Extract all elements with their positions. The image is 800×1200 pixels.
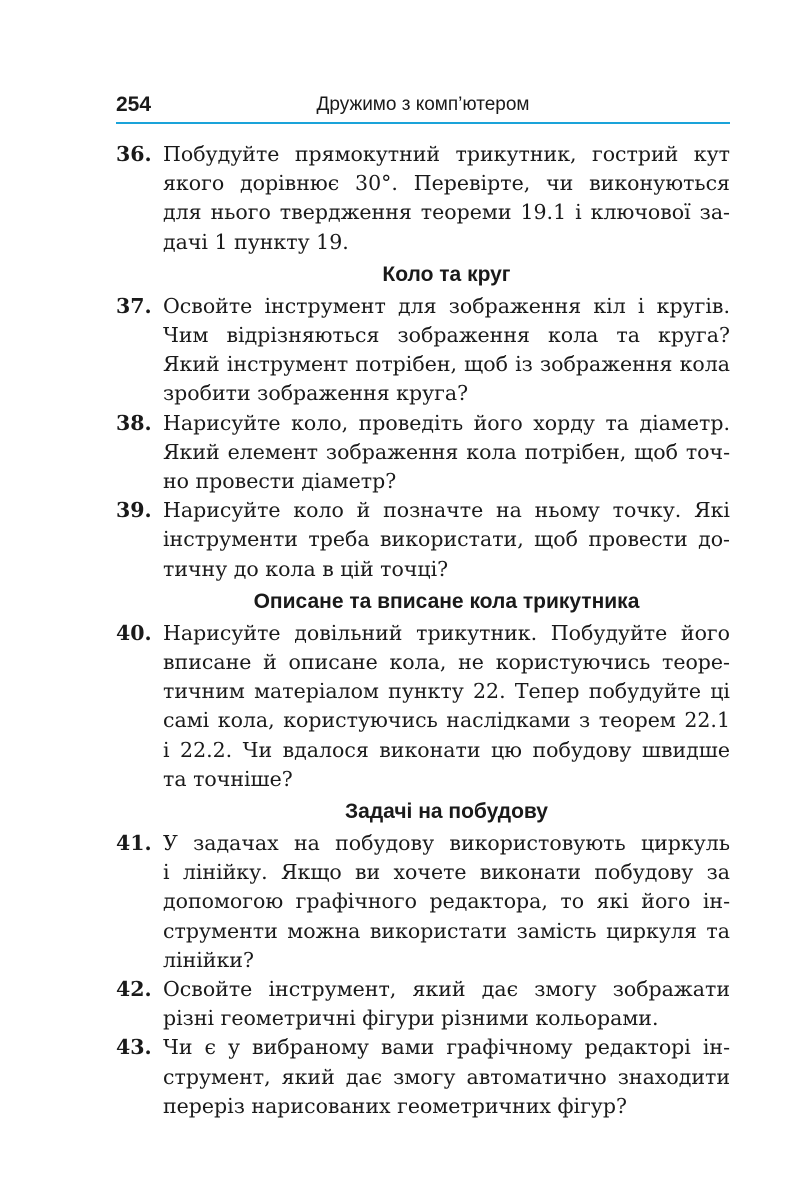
text-line: струмент, який дає змогу автоматично знаходити — [163, 1064, 730, 1089]
exercise-item — [116, 975, 730, 1033]
exercise-text — [163, 409, 730, 497]
text-line: тичним матеріалом пункту 22. Тепер побудуйте ці — [163, 679, 730, 704]
text-line: різні геометричні фігури різними кольорами. — [163, 1006, 659, 1031]
text-line: Нарисуйте коло, проведіть його хорду та діаметр. — [163, 410, 730, 435]
section-heading: Описане та вписане кола трикутника — [253, 589, 640, 613]
exercise-text — [163, 829, 730, 975]
exercise-item — [116, 1033, 730, 1121]
text-line: Нарисуйте коло й позначте на ньому точку. Які — [163, 498, 730, 523]
text-line: Який елемент зображення кола потрібен, щоб точ- — [163, 439, 730, 464]
exercise-number: 40. — [116, 620, 152, 645]
text-line: та точніше? — [163, 766, 293, 791]
text-line: самі кола, користуючись наслідками з теорем 22.1 — [163, 708, 730, 733]
text-line: якого дорівнює 30°. Перевірте, чи виконуються — [163, 171, 730, 196]
exercise-text — [163, 140, 730, 257]
exercise-number: 36. — [116, 142, 152, 166]
text-line: дачі 1 пункту 19. — [163, 229, 349, 254]
section-heading: Задачі на побудову — [345, 800, 548, 824]
text-line: Нарисуйте довільний трикутник. Побудуйте його — [163, 620, 730, 645]
exercise-text — [163, 975, 730, 1033]
text-line: но провести діаметр? — [163, 469, 397, 494]
section-heading: Коло та круг — [382, 262, 511, 286]
running-title: Дружимо з комп’ютером — [316, 94, 530, 115]
exercise-number: 38. — [116, 410, 152, 435]
text-line: струменти можна використати замість циркуля та — [163, 918, 730, 943]
exercise-item — [116, 619, 730, 794]
exercise-text — [163, 1033, 730, 1121]
text-line: Побудуйте прямокутний трикутник, гострий кут — [163, 142, 730, 166]
text-line: лінійки? — [163, 947, 254, 972]
text-line: зробити зображення круга? — [163, 381, 469, 406]
exercise-item — [116, 292, 730, 409]
text-line: Чи є у вибраному вами графічному редакторі ін- — [163, 1035, 730, 1060]
exercise-number: 41. — [116, 831, 152, 856]
text-line: і лінійку. Якщо ви хочете виконати побудову за — [163, 860, 730, 885]
text-line: допомогою графічного редактора, то які його ін- — [163, 889, 730, 914]
exercise-item — [116, 829, 730, 975]
exercise-number: 43. — [116, 1035, 152, 1060]
text-line: вписане й описане кола, не користуючись теоре- — [163, 650, 730, 675]
exercise-item — [116, 140, 730, 257]
text-line: інструменти треба використати, щоб провести до- — [163, 527, 730, 552]
text-line: Який інструмент потрібен, щоб із зображення кола — [163, 352, 730, 377]
exercise-text — [163, 619, 730, 794]
exercise-number: 42. — [116, 977, 152, 1002]
exercise-text — [163, 292, 730, 409]
page-body — [116, 140, 730, 1121]
exercise-text — [163, 496, 730, 584]
text-line: У задачах на побудову використовують циркуль — [163, 831, 730, 856]
header-rule — [116, 122, 730, 124]
page-number: 254 — [116, 93, 152, 116]
text-line: і 22.2. Чи вдалося виконати цю побудову швидше — [163, 737, 730, 762]
exercise-item — [116, 409, 730, 497]
text-line: Освойте інструмент для зображення кіл і кругів. — [163, 293, 730, 318]
text-line: тичну до кола в цій точці? — [163, 556, 449, 581]
text-line: для нього твердження теореми 19.1 і ключової за- — [163, 200, 730, 225]
text-line: Чим відрізняються зображення кола та круга? — [163, 323, 730, 348]
text-line: Освойте інструмент, який дає змогу зображати — [163, 977, 730, 1002]
text-line: переріз нарисованих геометричних фігур? — [163, 1093, 627, 1118]
exercise-number: 37. — [116, 293, 152, 318]
exercise-number: 39. — [116, 498, 152, 523]
exercise-item — [116, 496, 730, 584]
